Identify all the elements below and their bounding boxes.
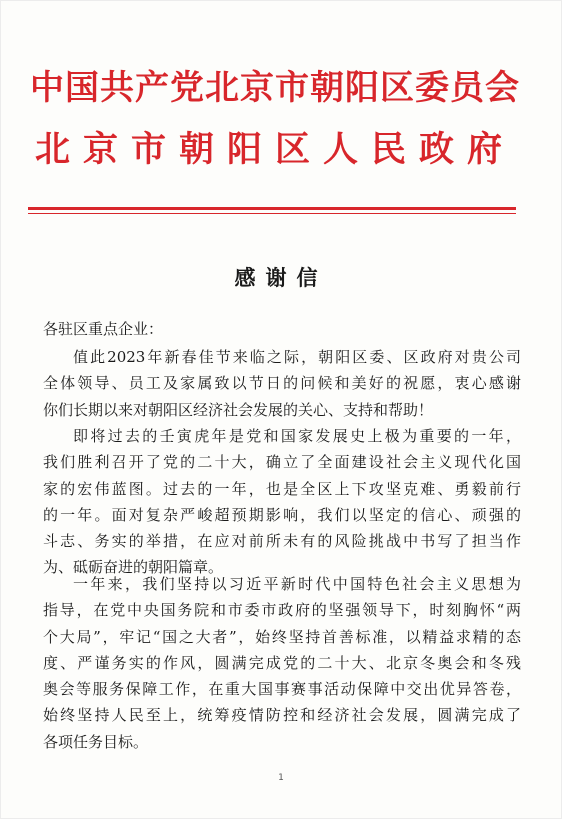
red-header-rule-thin (28, 213, 516, 214)
paragraph-line: 奥会等服务保障工作，在重大国事赛事活动保障中交出优异答卷， (43, 680, 521, 699)
document-title: 感谢信 (234, 265, 328, 290)
paragraph-line: 即将过去的壬寅虎年是党和国家发展史上极为重要的一年， (73, 427, 521, 445)
paragraph-line: 斗志、务实的举措，在应对前所未有的风险挑战中书写了担当作 (43, 532, 521, 551)
body-paragraph-2 (43, 423, 521, 581)
paragraph-line: 你们长期以来对朝阳区经济社会发展的关心、支持和帮助！ (43, 400, 434, 419)
paragraph-line: 家的宏伟蓝图。过去的一年，也是全区上下攻坚克难、勇毅前行 (43, 479, 521, 498)
body-paragraph-3 (43, 571, 521, 755)
paragraph-line: 为、砥砺奋进的朝阳篇章。 (43, 558, 224, 577)
paragraph-line: 的一年。面对复杂严峻超预期影响，我们以坚定的信心、顽强的 (43, 505, 521, 524)
red-header-rule-thick (28, 207, 516, 210)
paragraph-line: 我们胜利召开了党的二十大，确立了全面建设社会主义现代化国 (43, 453, 521, 472)
paragraph-line: 全体领导、员工及家属致以节日的问候和美好的祝愿，衷心感谢 (43, 374, 521, 393)
paragraph-line: 始终坚持人民至上，统筹疫情防控和经济社会发展，圆满完成了 (43, 706, 521, 725)
paragraph-line: 各项任务目标。 (43, 732, 149, 751)
page-number: 1 (278, 773, 284, 783)
paragraph-line: 个大局”，牢记“国之大者”，始终坚持首善标准，以精益求精的态 (43, 627, 521, 646)
issuer-line-government: 北京市朝阳区人民政府 (34, 130, 515, 170)
paragraph-line: 度、严谨务实的作风，圆满完成党的二十大、北京冬奥会和冬残 (43, 653, 521, 672)
paragraph-line: 指导，在党中央国务院和市委市政府的坚强领导下，时刻胸怀“两 (43, 601, 521, 620)
document-header (28, 66, 522, 172)
salutation: 各驻区重点企业： (43, 320, 164, 338)
paragraph-line: 一年来，我们坚持以习近平新时代中国特色社会主义思想为 (73, 575, 521, 593)
issuer-line-party-committee: 中国共产党北京市朝阳区委员会 (30, 68, 520, 108)
body-paragraph-1 (43, 344, 521, 423)
paragraph-line: 值此2023年新春佳节来临之际，朝阳区委、区政府对贵公司 (73, 348, 521, 366)
